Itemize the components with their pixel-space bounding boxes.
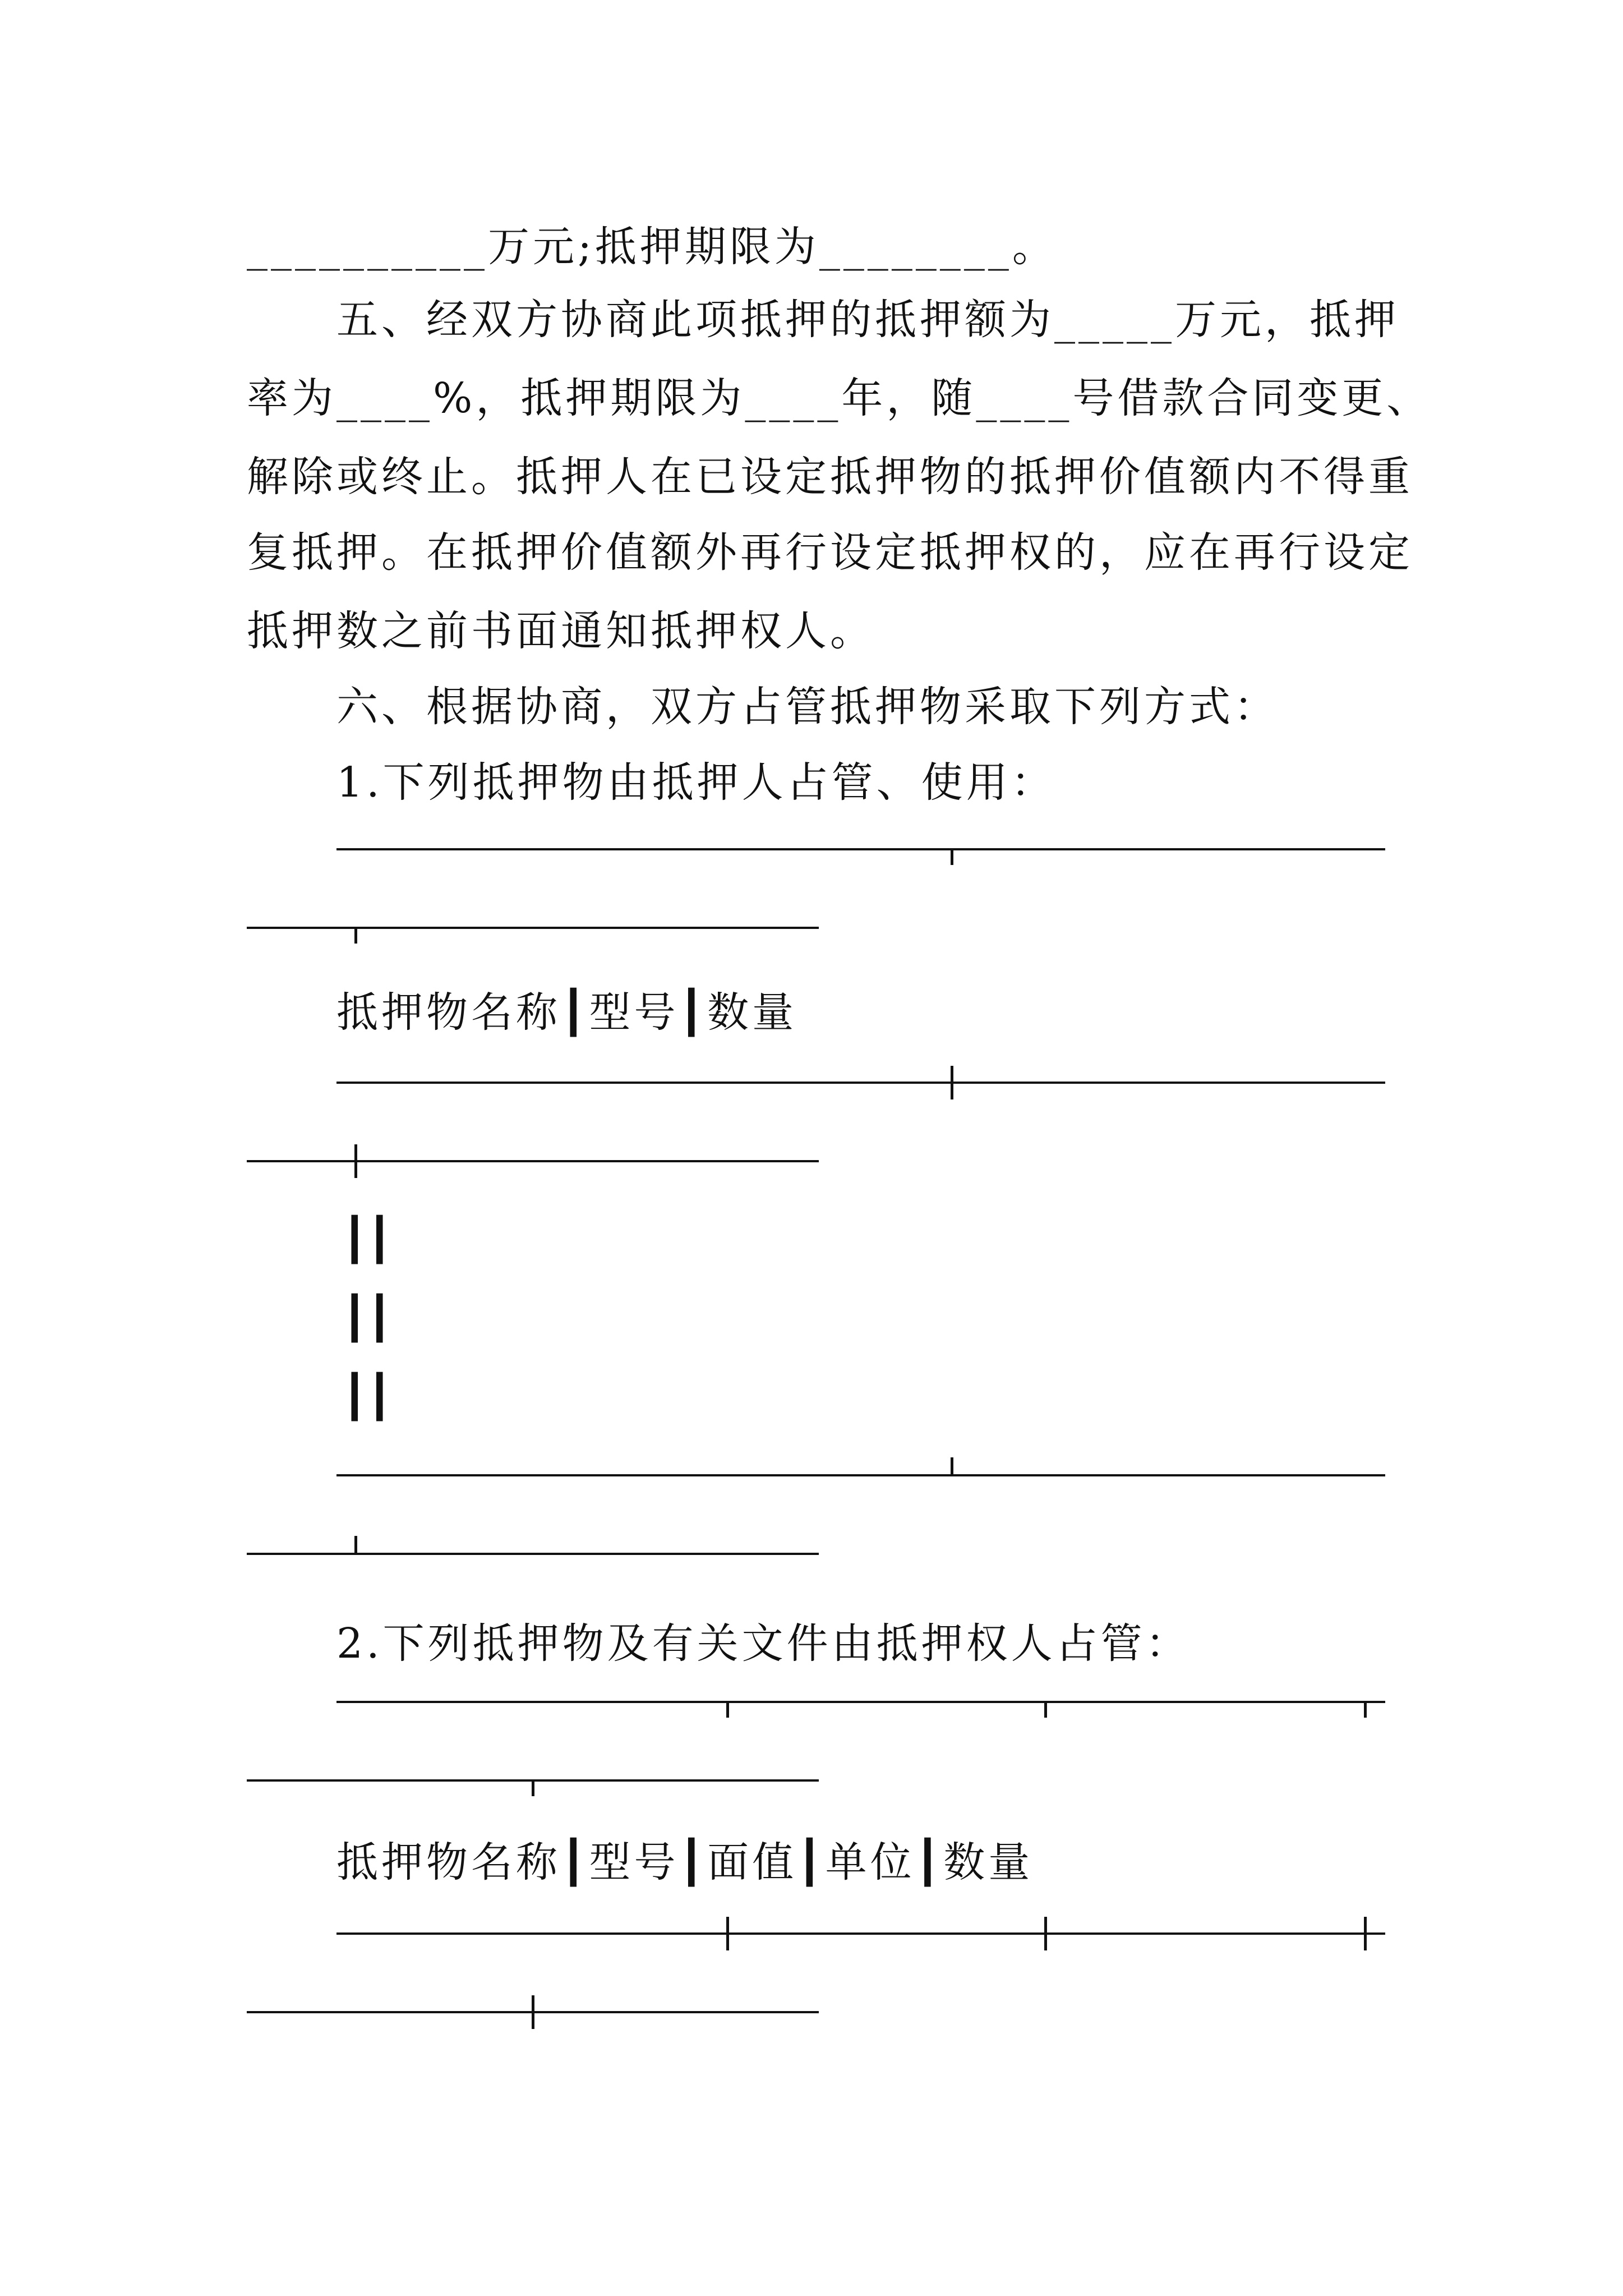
table2-mid-tick-a3 — [1364, 1917, 1367, 1950]
table2-top-rule-a — [336, 1701, 1385, 1703]
table1-bottom-rule-b — [247, 1553, 819, 1555]
table2-mid-tick-a1 — [726, 1917, 729, 1950]
table1-top-tick-a — [951, 848, 953, 865]
table2-top-tick-a3 — [1364, 1701, 1367, 1718]
text-line-2: 五、经双方协商此项抵押的抵押额为_____万元，抵押 — [336, 296, 1399, 344]
text-line-3: 率为____%，抵押期限为____年，随____号借款合同变更、 — [247, 374, 1432, 422]
item-2-title: 2.下列抵押物及有关文件由抵押权人占管： — [336, 1619, 1191, 1668]
section-6-title: 六、根据协商，双方占管抵押物采取下列方式： — [336, 683, 1279, 731]
table2-header: 抵押物名称┃型号┃面值┃单位┃数量 — [336, 1838, 1034, 1887]
table2-mid-tick-b — [532, 1995, 534, 2029]
table1-header: 抵押物名称┃型号┃数量 — [336, 988, 797, 1037]
table1-empty-row: ┃┃ — [342, 1294, 393, 1342]
table1-mid-tick-a — [951, 1066, 953, 1099]
item-1-title: 1.下列抵押物由抵押人占管、使用： — [336, 758, 1056, 807]
table1-bottom-tick-b — [354, 1536, 357, 1553]
table2-top-tick-a1 — [726, 1701, 729, 1718]
table1-bottom-rule-a — [336, 1474, 1385, 1476]
table1-mid-rule-a — [336, 1082, 1385, 1084]
table2-mid-rule-a — [336, 1932, 1385, 1935]
text-line-4: 解除或终止。抵押人在已设定抵押物的抵押价值额内不得重 — [247, 453, 1413, 501]
table1-top-tick-b — [354, 927, 357, 944]
table2-top-tick-a2 — [1044, 1701, 1047, 1718]
table1-empty-row: ┃┃ — [342, 1216, 393, 1264]
text-line-5: 复抵押。在抵押价值额外再行设定抵押权的，应在再行设定 — [247, 528, 1413, 577]
text-line-6: 抵押数之前书面通知抵押权人。 — [247, 607, 875, 655]
table1-mid-rule-b — [247, 1160, 819, 1162]
table1-bottom-tick-a — [951, 1457, 953, 1474]
table1-empty-row: ┃┃ — [342, 1373, 393, 1421]
table2-mid-tick-a2 — [1044, 1917, 1047, 1950]
text-line-1: __________万元;抵押期限为________。 — [247, 223, 1057, 271]
table1-mid-tick-b — [354, 1144, 357, 1178]
table1-top-rule-a — [336, 848, 1385, 850]
table1-top-rule-b — [247, 927, 819, 929]
table2-top-tick-b — [532, 1779, 534, 1796]
